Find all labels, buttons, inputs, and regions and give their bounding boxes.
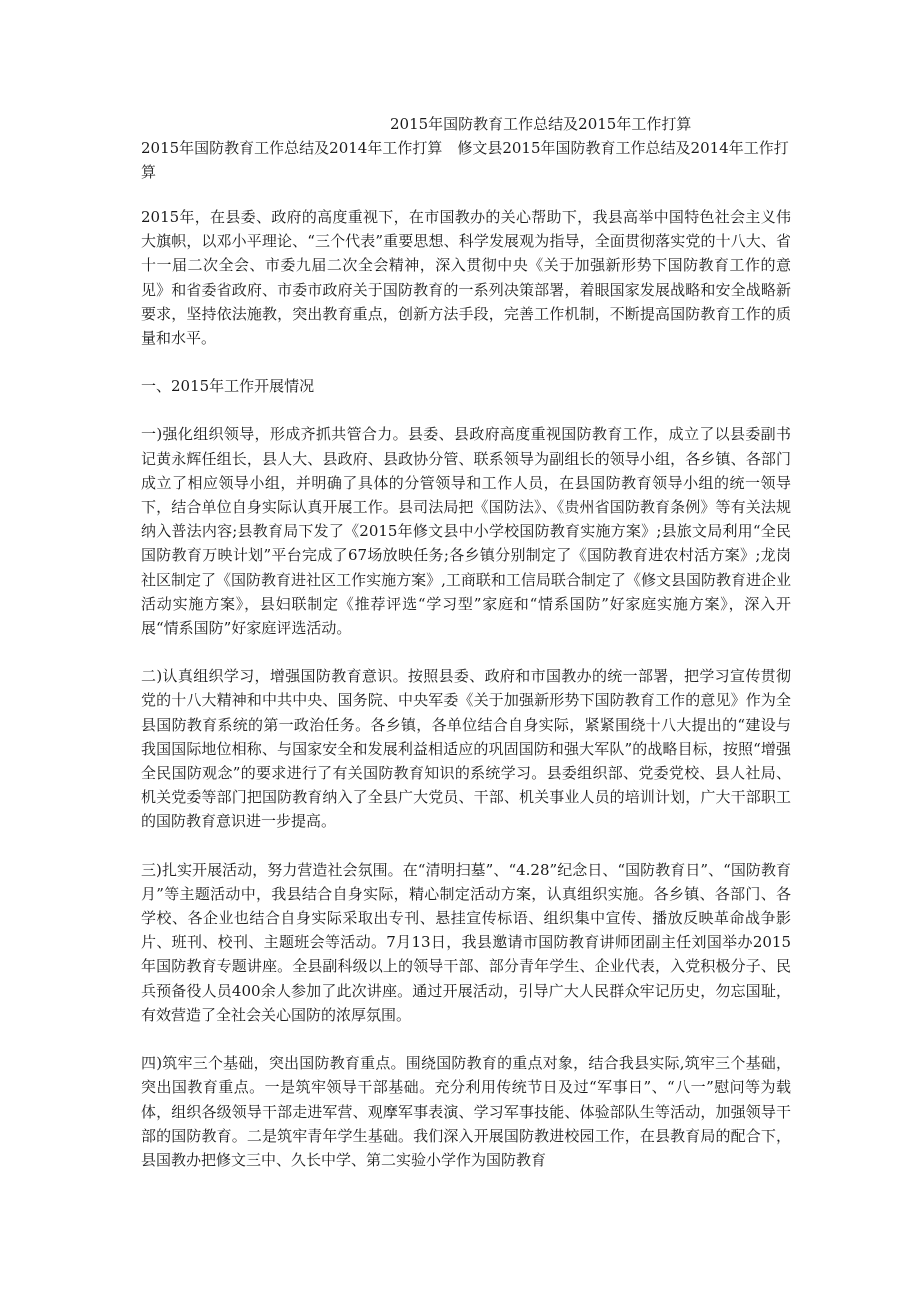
section-heading: 一、2015年工作开展情况 [141, 377, 315, 396]
paragraph-intro: 2015年，在县委、政府的高度重视下，在市国教办的关心帮助下，我县高举中国特色社会主义伟大旗帜，以邓小平理论、“三个代表”重要思想、科学发展观为指导，全面贯彻落实党的十八大、省十一届二次全会、市委九届二次全会精神，深入贯彻中央《关于加强新形势下国防教育工作的意见》和省委省政府、市委市政府关于国防教育的一系列决策部署，着眼国家发展战略和安全战略新要求，坚持依法施教，突出教育重点，创新方法手段，完善工作机制，不断提高国防教育工作的质量和水平。 [141, 208, 791, 348]
document-subtitle: 2015年国防教育工作总结及2014年工作打算 修文县2015年国防教育工作总结及2014年工作打算 [141, 139, 789, 181]
document-body [141, 205, 791, 1196]
paragraph-foundations: 四)筑牢三个基础，突出国防教育重点。围绕国防教育的重点对象，结合我县实际,筑牢三个基础，突出国教育重点。一是筑牢领导干部基础。充分利用传统节日及过“军事日”、“八一”慰问等为载体，组织各级领导干部走进军营、观摩军事表演、学习军事技能、体验部队生等活动，加强领导干部的国防教育。二是筑牢青年学生基础。我们深入开展国防教进校园工作，在县教育局的配合下，县国教办把修文三中、久长中学、第二实验小学作为国防教育 [141, 1054, 791, 1169]
paragraph-activities: 三)扎实开展活动，努力营造社会氛围。在“清明扫墓”、“4.28”纪念日、“国防教育日”、“国防教育月”等主题活动中，我县结合自身实际，精心制定活动方案，认真组织实施。各乡镇、各部门、各学校、各企业也结合自身实际采取出专刊、悬挂宣传标语、组织集中宣传、播放反映革命战争影片、班刊、校刊、主题班会等活动。7月13日，我县邀请市国防教育讲师团副主任刘国举办2015年国防教育专题讲座。全县副科级以上的领导干部、部分青年学生、企业代表，入党积极分子、民兵预备役人员400余人参加了此次讲座。通过开展活动，引导广大人民群众牢记历史，勿忘国耻，有效营造了全社会关心国防的浓厚氛围。 [141, 860, 791, 1024]
document-title: 2015年国防教育工作总结及2015年工作打算 [390, 115, 692, 133]
paragraph-study: 二)认真组织学习，增强国防教育意识。按照县委、政府和市国教办的统一部署，把学习宣传贯彻党的十八大精神和中共中央、国务院、中央军委《关于加强新形势下国防教育工作的意见》作为全县国防教育系统的第一政治任务。各乡镇，各单位结合自身实际，紧紧围绕十八大提出的“建设与我国国际地位相称、与国家安全和发展利益相适应的巩固国防和强大军队”的战略目标，按照“增强全民国防观念”的要求进行了有关国防教育知识的系统学习。县委组织部、党委党校、县人社局、机关党委等部门把国防教育纳入了全县广大党员、干部、机关事业人员的培训计划，广大干部职工的国防教育意识进一步提高。 [141, 667, 791, 831]
paragraph-organization: 一)强化组织领导，形成齐抓共管合力。县委、县政府高度重视国防教育工作，成立了以县委副书记黄永辉任组长，县人大、县政府、县政协分管、联系领导为副组长的领导小组，各乡镇、各部门成立了相应领导小组，并明确了具体的分管领导和工作人员，在县国防教育领导小组的统一领导下，结合单位自身实际认真开展工作。县司法局把《国防法》、《贵州省国防教育条例》等有关法规纳入普法内容;县教育局下发了《2015年修文县中小学校国防教育实施方案》;县旅文局利用“全民国防教育万映计划”平台完成了67场放映任务;各乡镇分别制定了《国防教育进农村活方案》;龙岗社区制定了《国防教育进社区工作实施方案》,工商联和工信局联合制定了《修文县国防教育进企业活动实施方案》，县妇联制定《推荐评选“学习型”家庭和“情系国防”好家庭实施方案》，深入开展“情系国防”好家庭评选活动。 [141, 425, 791, 638]
